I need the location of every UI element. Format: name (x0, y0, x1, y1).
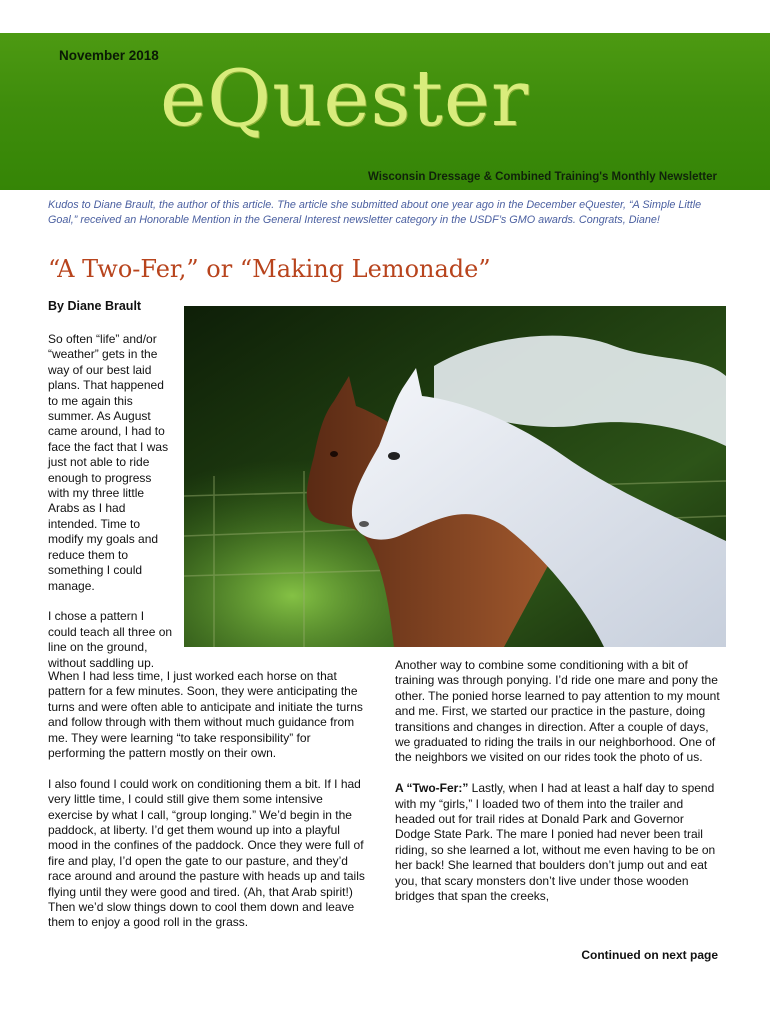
article-column-left (48, 669, 368, 931)
masthead-banner (0, 33, 770, 190)
article-byline: By Diane Brault (48, 299, 142, 313)
article-title: “A Two-Fer,” or “Making Lemonade” (48, 255, 491, 283)
paragraph-5-lead: A “Two-Fer:” (395, 781, 469, 796)
article-column-right (395, 658, 721, 904)
newsletter-tagline: Wisconsin Dressage & Combined Training's Monthly Newsletter (368, 171, 717, 183)
horses-photo (184, 306, 726, 647)
article-column-narrow (48, 332, 176, 671)
continued-link[interactable]: Continued on next page (581, 948, 718, 962)
kudos-note: Kudos to Diane Brault, the author of this article. The article she submitted about one year ago in the December eQuester, “A Simple Little Goal,” received an Honorable Mention in the General Interest newsletter category in the USDF’s GMO awards. Congrats, Diane! (48, 199, 702, 226)
paragraph-5 (395, 781, 721, 904)
paragraph-5-body: Lastly, when I had at least a half day to spend with my “girls,” I loaded two of them into the trailer and headed out for trail rides at Donald Park and Governor Dodge State Park. The mare I ponied had never been trail riding, so she learned a lot, without me even having to be on her back! She learned that boulders don’t jump out and eat you, that scary monsters don’t live under those wooden bridges that span the creeks, (395, 781, 716, 904)
issue-date: November 2018 (59, 48, 159, 63)
paragraph-1: So often “life” and/or “weather” gets in the way of our best laid plans. That happened to me again this summer. As August came around, I had to face the fact that I was just not able to ride enough to progress with my three little Arabs as I had intended. Time to modify my goals and reduce them to something I could manage. (48, 332, 169, 593)
paragraph-3: I also found I could work on conditioning them a bit. If I had very little time, I could still give them some intensive exercise by what I call, “group longing.” We’d begin in the paddock, at liberty. I’d get them wound up into a playful mood in the confines of the paddock. Once they were full of fire and play, I’d open the gate to our pasture, and they’d race around and around the pasture with heads up and tails flying until they were good and tired. (Ah, that Arab spirit!) Then we’d slow things down to cool them down and leave them to enjoy a good roll in the grass. (48, 776, 365, 930)
paragraph-4: Another way to combine some conditioning with a bit of training was through ponying. I’d ride one mare and pony the other. The ponied horse learned to pay attention to my mount and me. First, we started our practice in the pasture, doing transitions and changes in direction. After a couple of days, we graduated to riding the trails in our neighborhood. One of the neighbors we visited on our rides took the photo of us. (395, 658, 720, 765)
paragraph-2-start: I chose a pattern I could teach all three on line on the ground, without saddling up. (48, 609, 173, 670)
newsletter-logo: eQuester (160, 54, 530, 144)
paragraph-2-continued: When I had less time, I just worked each horse on that pattern for a few minutes. Soon, they were anticipating the turns and were often able to anticipate and initiate the turns and follow through with them without much guidance from me. They were learning “to take responsibility” for performing the pattern mostly on their own. (48, 669, 363, 761)
